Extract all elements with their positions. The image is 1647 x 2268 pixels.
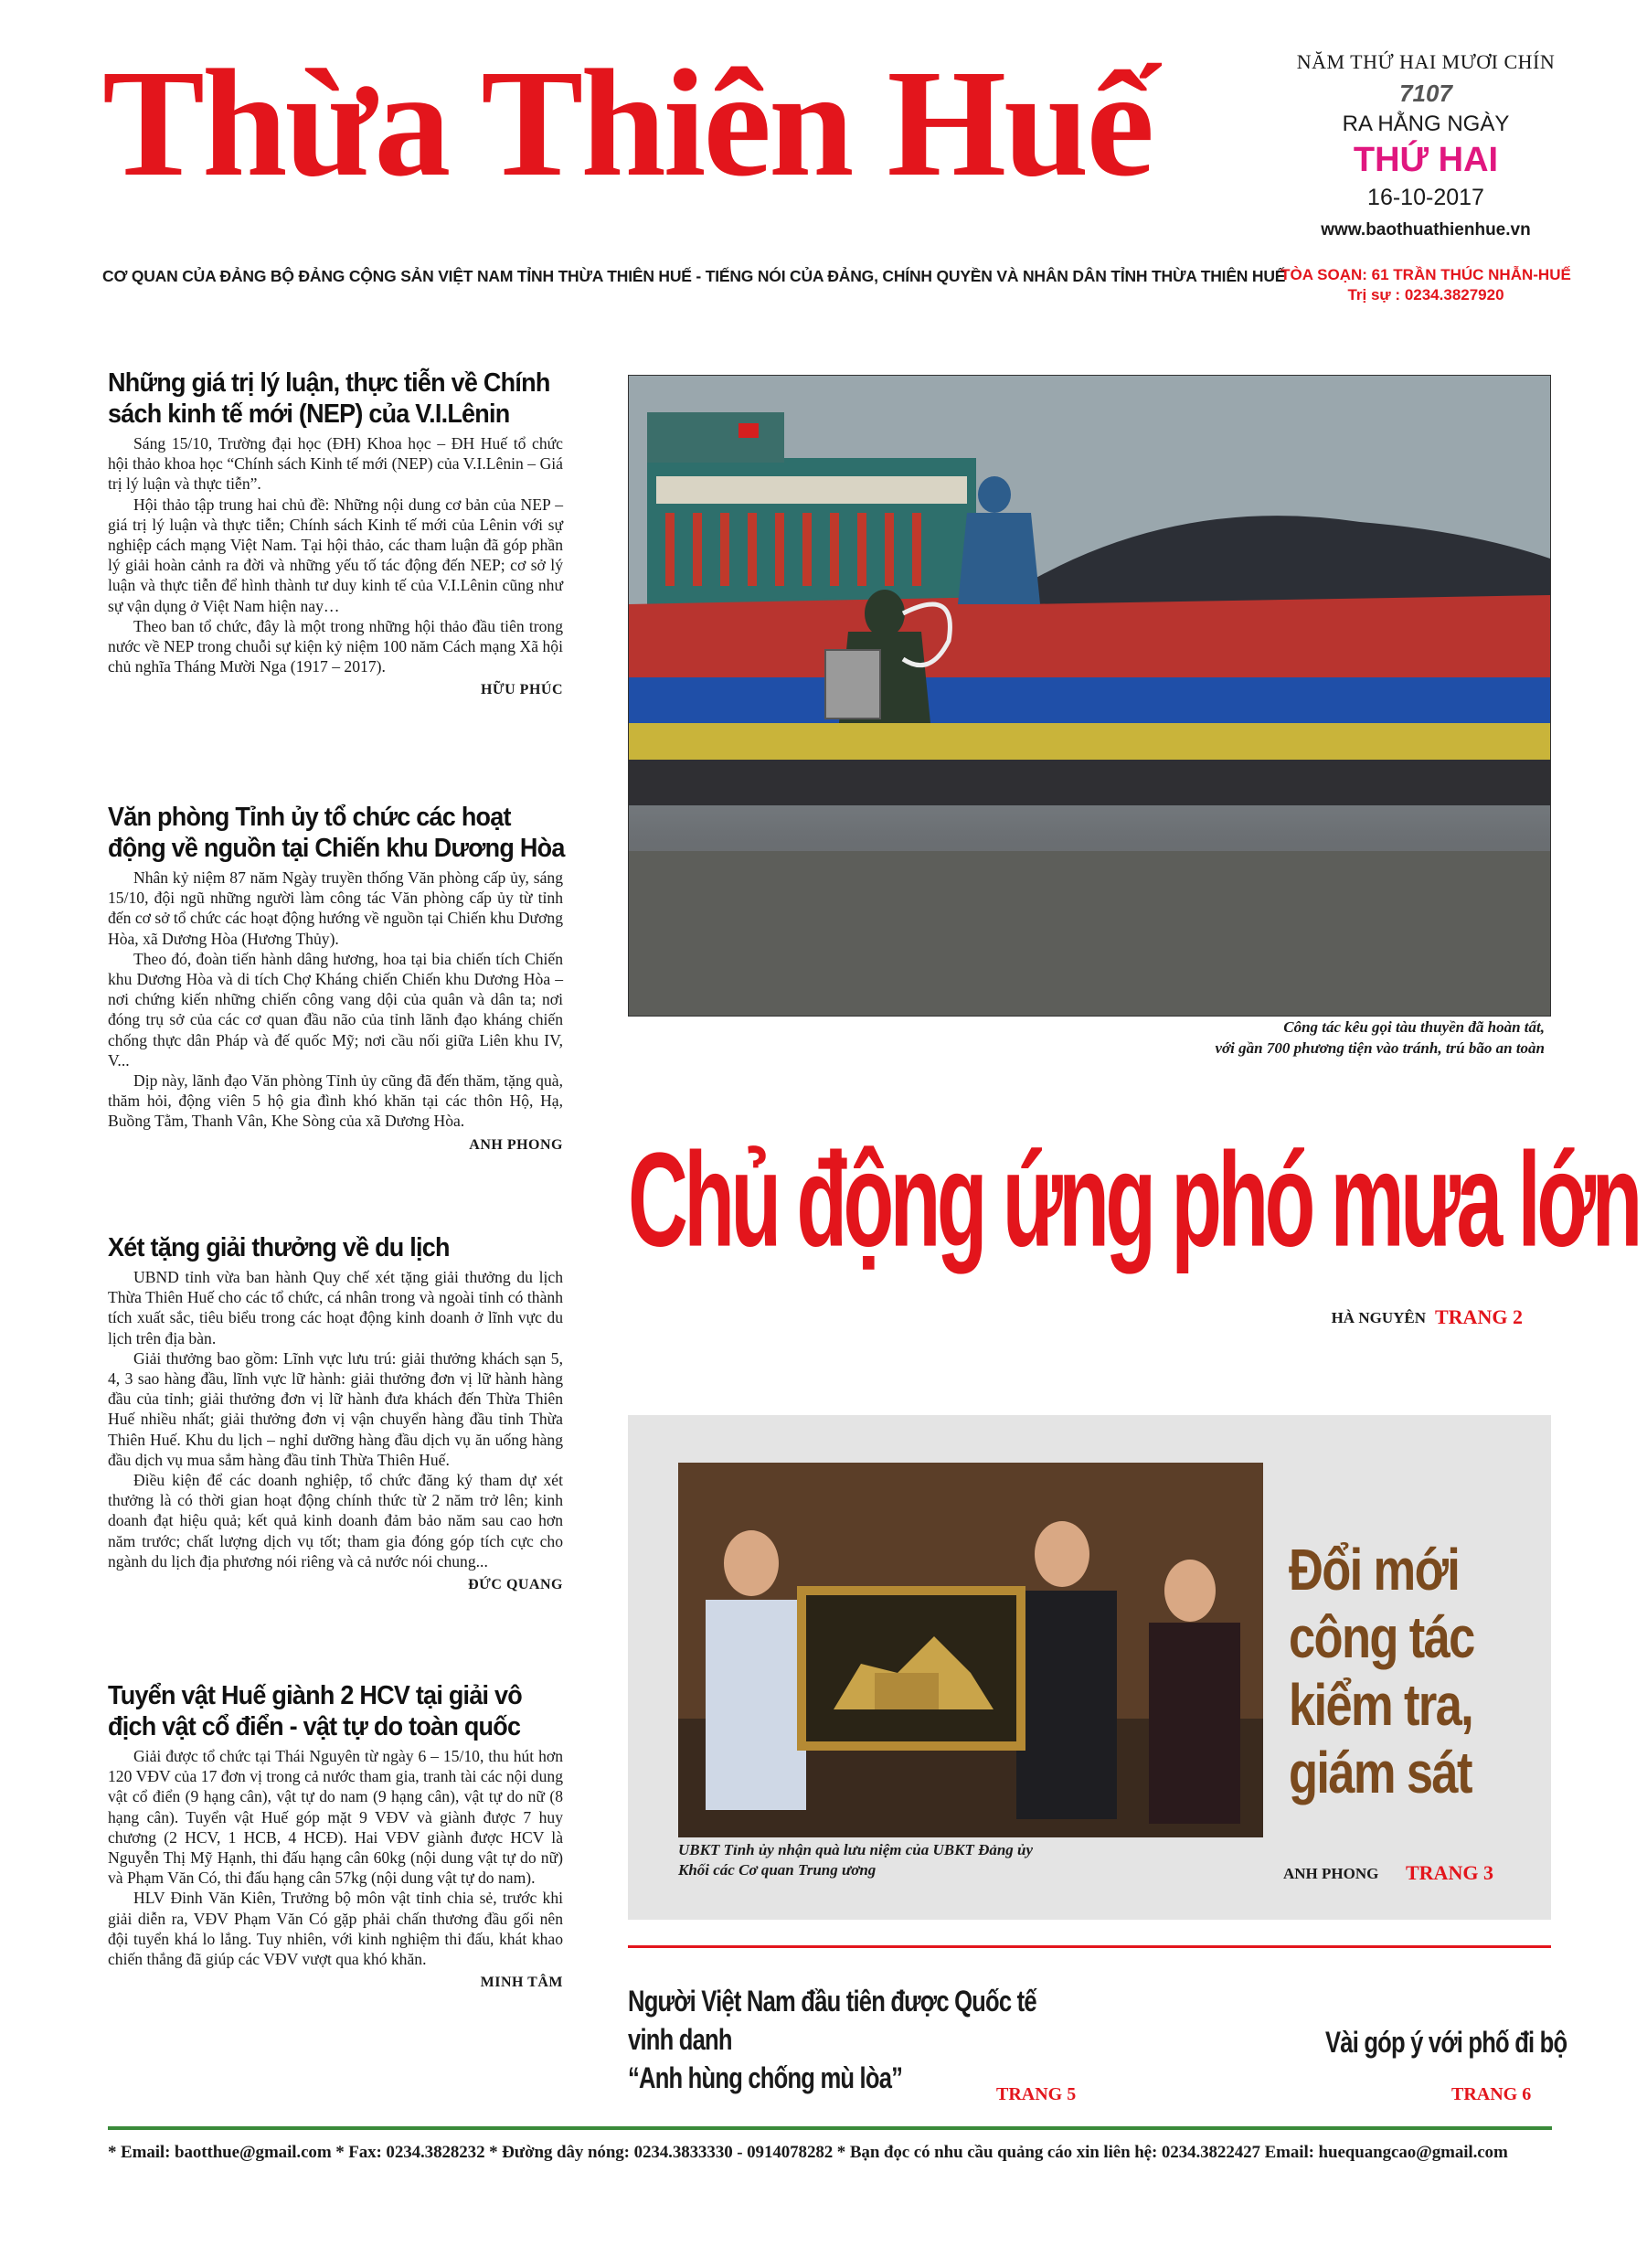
article-title[interactable]: Những giá trị lý luận, thực tiễn về Chính sách kinh tế mới (NEP) của V.I.Lênin	[108, 368, 550, 429]
article-body	[108, 868, 563, 1132]
office-phone: Trị sự : 0234.3827920	[1347, 286, 1504, 303]
article-title[interactable]: Xét tặng giải thưởng về du lịch	[108, 1233, 450, 1262]
headline-line: Đổi mới	[1289, 1537, 1460, 1603]
article-vat	[108, 1680, 563, 1991]
issue-year: NĂM THỨ HAI MƯƠI CHÍN	[1296, 50, 1556, 73]
paragraph: Giải được tổ chức tại Thái Nguyên từ ngày 6 – 15/10, thu hút hơn 120 VĐV của 17 đơn vị trong cả nước tham gia, tranh tài các nội dung vật cổ điển (9 hạng cân), vật tự do nam (9 hạng cân), vật tự do nữ (8 hạng cân). Tuyển vật Huế góp mặt 9 VĐV và giành được 7 huy chương (2 HCV, 1 HCB, 4 HCĐ). Hai VĐV giành được HCV là Nguyễn Thị Mỹ Hạnh, thi đấu hạng cân 60kg (nội dung vật tự do nữ) và Phạm Văn Có, thi đấu hạng cân 57kg (nội dung vật tự do nam).	[108, 1747, 563, 1888]
office-address: TÒA SOẠN: 61 TRẦN THÚC NHẪN-HUẾ	[1280, 266, 1571, 283]
gift-ceremony-illustration	[678, 1463, 1263, 1837]
lead-byline: HÀ NGUYÊN	[1331, 1309, 1426, 1326]
article-van-phong	[108, 802, 563, 1154]
article-title[interactable]: Văn phòng Tỉnh ủy tổ chức các hoạt động về nguồn tại Chiến khu Dương Hòa	[108, 803, 565, 863]
issue-info	[1275, 50, 1577, 240]
feature-page-ref[interactable]: TRANG 3	[1406, 1861, 1493, 1884]
article-du-lich	[108, 1232, 563, 1593]
headline-line: giám sát	[1289, 1740, 1472, 1805]
paragraph: HLV Đinh Văn Kiên, Trưởng bộ môn vật tỉnh chia sẻ, trước khi giải diễn ra, VĐV Phạm Văn Có gặp phải chấn thương đầu gối nên đội tuyển khá lo lắng. Tuy nhiên, với kinh nghiệm thi đấu, khát khao chiến thắng đã giúp các VĐV vượt qua khó khăn.	[108, 1889, 563, 1969]
teaser-headline[interactable]	[628, 1982, 1037, 2097]
headline-line: công tác	[1289, 1604, 1474, 1670]
article-title[interactable]: Tuyển vật Huế giành 2 HCV tại giải vô địch vật cổ điển - vật tự do toàn quốc	[108, 1681, 523, 1741]
paragraph: Theo đó, đoàn tiến hành dâng hương, hoa tại bia chiến tích Chiến khu Dương Hòa và di tích Chợ Kháng chiến Chiến khu Dương Hòa – nơi chứng kiến những chiến công vang dội của quân và dân ta; nơi đóng trụ sở của các cơ quan đầu não của tỉnh lãnh đạo kháng chiến chống thực dân Pháp và đế quốc Mỹ; nơi cầu nối giữa Liên khu IV, V...	[108, 949, 563, 1070]
headline-line: “Anh hùng chống mù lòa”	[628, 2061, 903, 2094]
article-byline: ANH PHONG	[469, 1136, 563, 1153]
feature-headline[interactable]	[1289, 1536, 1491, 1806]
masthead-tagline: CƠ QUAN CỦA ĐẢNG BỘ ĐẢNG CỘNG SẢN VIỆT NAM TỈNH THỪA THIÊN HUẾ - TIẾNG NÓI CỦA ĐẢNG, CHÍNH QUYỀN VÀ NHÂN DÂN TỈNH THỪA THIÊN HUẾ	[102, 267, 1286, 285]
paragraph: Theo ban tổ chức, đây là một trong những hội thảo đầu tiên trong nước về NEP trong chuỗi sự kiện kỷ niệm 100 năm Cách mạng Xã hội chủ nghĩa Tháng Mười Nga (1917 – 2017).	[108, 616, 563, 676]
feature-photo-caption	[678, 1840, 1190, 1880]
caption-line: với gần 700 phương tiện vào tránh, trú bão an toàn	[1215, 1039, 1545, 1057]
footer-divider	[108, 2126, 1552, 2130]
paragraph: Nhân kỷ niệm 87 năm Ngày truyền thống Văn phòng cấp ủy, sáng 15/10, đội ngũ những người làm công tác Văn phòng cấp ủy từ tỉnh đến cơ sở tổ chức các hoạt động hướng về nguồn tại Chiến khu Dương Hòa, xã Dương Hòa (Hương Thủy).	[108, 868, 563, 948]
paragraph: Hội thảo tập trung hai chủ đề: Những nội dung cơ bản của NEP – giá trị lý luận và thực tiễn; Chính sách Kinh tế mới của Lênin với sự nghiệp cách mạng Việt Nam. Tại hội thảo, các tham luận đã góp phần lý giải hoàn cảnh ra đời và những yếu tố tác động đến NEP; cơ sở lý luận và thực tiễn để hình thành tư duy kinh tế của V.I.Lênin cũng như sự vận dụng ở Việt Nam hiện nay…	[108, 495, 563, 615]
feature-byline: ANH PHONG	[1283, 1865, 1379, 1882]
issue-weekday: THỨ HAI	[1353, 141, 1499, 179]
article-byline: MINH TÂM	[480, 1975, 563, 1991]
teaser-page-ref[interactable]: TRANG 5	[996, 2084, 1077, 2104]
lead-photo-caption	[905, 1017, 1545, 1059]
headline-line: kiểm tra,	[1289, 1672, 1473, 1738]
fishing-boat-illustration	[629, 376, 1550, 1016]
masthead-title: Thừa Thiên Huế	[102, 38, 1153, 208]
caption-line: UBKT Tỉnh ủy nhận quà lưu niệm của UBKT Đảng ủy	[678, 1841, 1034, 1858]
issue-frequency: RA HẰNG NGÀY	[1342, 112, 1510, 136]
caption-line: Khối các Cơ quan Trung ương	[678, 1861, 877, 1879]
website-link[interactable]: www.baothuathienhue.vn	[1321, 220, 1531, 240]
feature-photo	[678, 1463, 1263, 1837]
paragraph: Điều kiện để các doanh nghiệp, tổ chức đăng ký tham dự xét thưởng là có thời gian hoạt động chính thức từ 2 năm trở lên; kinh doanh đạt hiệu quả; kết quả kinh doanh đảm bảo năm sau cao hơn năm trước; chất lượng dịch vụ tốt; tham gia đóng góp tích cực cho ngành du lịch địa phương nói riêng và cả nước nói chung...	[108, 1471, 563, 1571]
caption-line: Công tác kêu gọi tàu thuyền đã hoàn tất,	[1283, 1018, 1545, 1036]
office-info	[1275, 265, 1577, 305]
article-body	[108, 1746, 563, 1969]
paragraph: Giải thưởng bao gồm: Lĩnh vực lưu trú: giải thưởng khách sạn 5, 4, 3 sao hàng đầu, lĩnh vực lữ hành: giải thưởng đơn vị lữ hành hàng đầu của tỉnh; giải thưởng đơn vị lữ hành đưa khách đến Thừa Thiên Huế nhiều nhất; giải thưởng đơn vị vận chuyển hàng đầu tỉnh Thừa Thiên Huế. Khu du lịch – nghỉ dưỡng hàng đầu dịch vụ ăn uống hàng đầu dịch vụ mua sắm hàng đầu tỉnh Thừa Thiên Huế.	[108, 1348, 563, 1469]
divider	[628, 1945, 1551, 1948]
article-byline: ĐỨC QUANG	[468, 1577, 563, 1593]
article-body	[108, 433, 563, 676]
paragraph: UBND tỉnh vừa ban hành Quy chế xét tặng giải thưởng du lịch Thừa Thiên Huế cho các tổ chức, cá nhân trong và ngoài tỉnh có thành tích xuất sắc, tiêu biểu trong các hoạt động kinh doanh ở lĩnh vực du lịch trên địa bàn.	[108, 1268, 563, 1347]
footer-contact: * Email: baotthue@gmail.com * Fax: 0234.3828232 * Đường dây nóng: 0234.3833330 - 0914078282 * Bạn đọc có nhu cầu quảng cáo xin liên hệ: 0234.3822427 Email: huequangcao@gmail.com	[108, 2143, 1508, 2162]
paragraph: Sáng 15/10, Trường đại học (ĐH) Khoa học – ĐH Huế tổ chức hội thảo khoa học “Chính sách Kinh tế mới (NEP) của V.I.Lênin – Giá trị lý luận và thực tiễn”.	[108, 434, 563, 494]
headline-line: Người Việt Nam đầu tiên được Quốc tế vinh danh	[628, 1985, 1036, 2056]
issue-number: 7107	[1399, 80, 1452, 107]
lead-headline[interactable]: Chủ động ứng phó mưa lớn	[628, 1124, 1639, 1275]
lead-photo	[628, 375, 1551, 1017]
article-byline: HỮU PHÚC	[480, 682, 563, 698]
lead-page-ref[interactable]: TRANG 2	[1435, 1305, 1523, 1328]
issue-date: 16-10-2017	[1367, 185, 1484, 210]
article-nep	[108, 367, 563, 698]
paragraph: Dịp này, lãnh đạo Văn phòng Tỉnh ủy cũng đã đến thăm, tặng quà, thăm hỏi, động viên 5 hộ gia đình khó khăn tại các thôn Hộ, Hạ, Buồng Tằm, Thanh Vân, Khe Sòng của xã Dương Hòa.	[108, 1071, 563, 1131]
article-body	[108, 1267, 563, 1571]
teaser-headline[interactable]: Vài góp ý với phố đi bộ	[1325, 2026, 1567, 2059]
teaser-page-ref[interactable]: TRANG 6	[1451, 2084, 1532, 2104]
